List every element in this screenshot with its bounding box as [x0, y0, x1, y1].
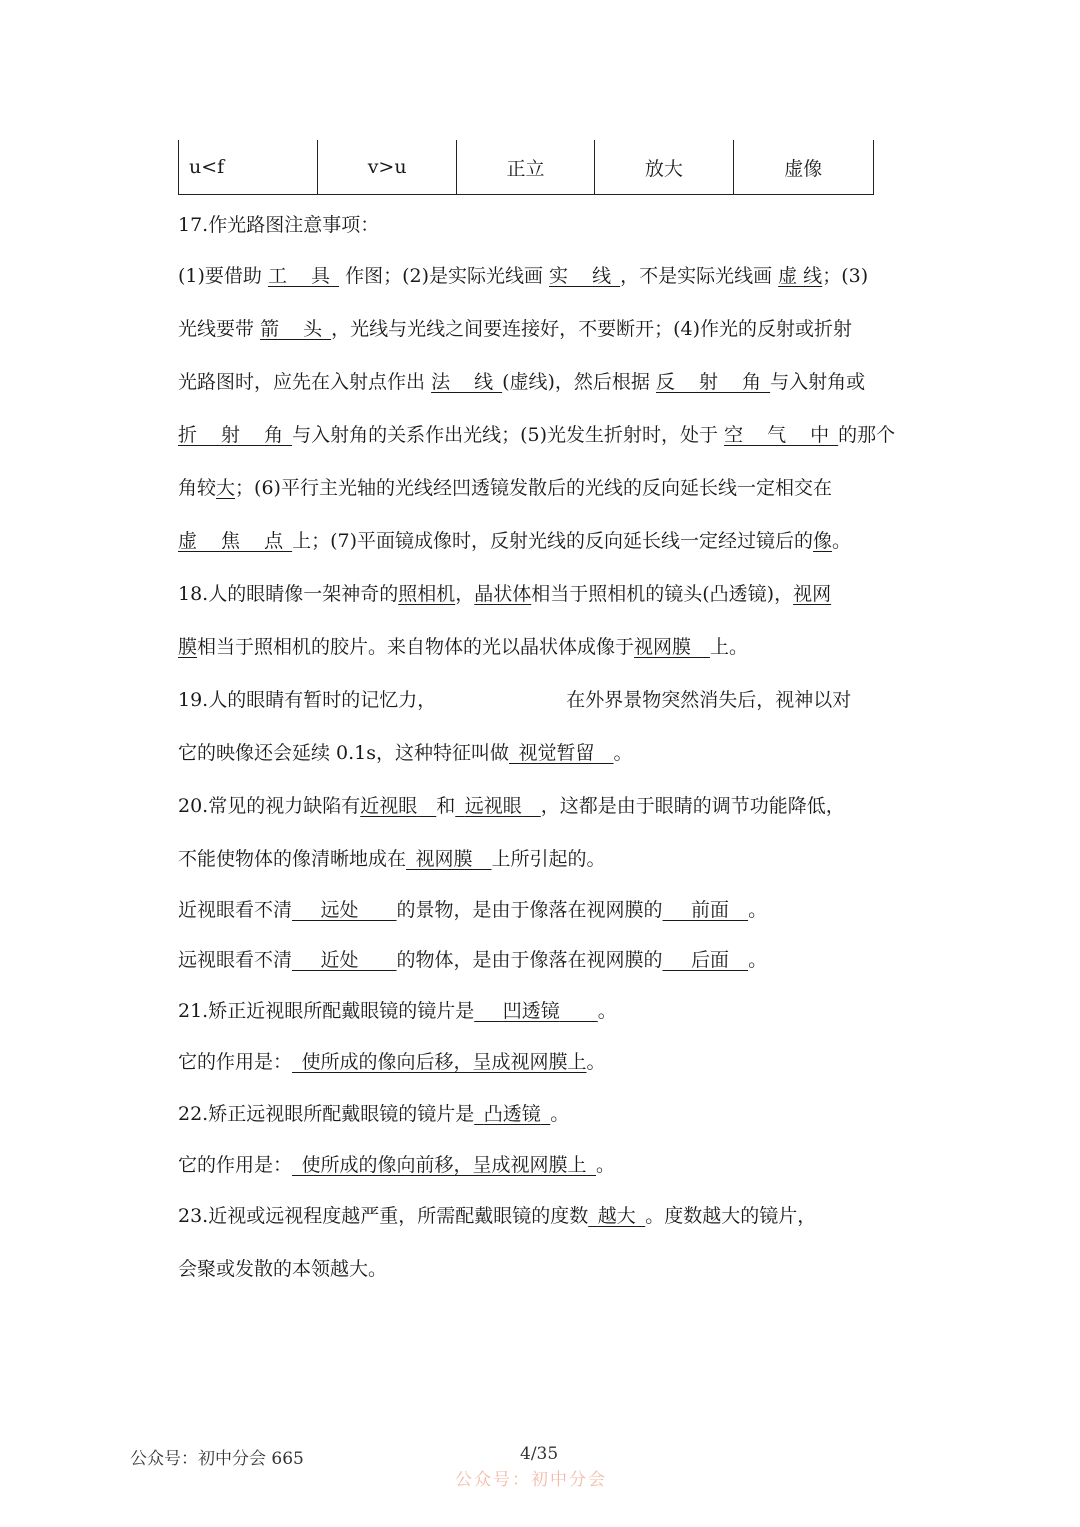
q19-line1: 19.人的眼睛有暂时的记忆力， 在外界景物突然消失后，视神以对 — [178, 689, 852, 711]
q23-line1: 23.近视或远视程度越严重，所需配戴眼镜的度数 越大 。度数越大的镜片， — [178, 1205, 817, 1227]
table-row-lens — [178, 140, 874, 195]
q17-title: 17.作光路图注意事项： — [178, 214, 380, 236]
q22-line2: 它的作用是： 使所成的像向前移，呈成视网膜上 。 — [178, 1154, 616, 1176]
q21-line1: 21.矫正近视眼所配戴眼镜的镜片是 凹透镜 。 — [178, 1000, 617, 1022]
watermark: 公众号：初中分会 — [455, 1470, 607, 1490]
table-cell-image-distance: v>u — [318, 140, 456, 194]
q21-line2: 它的作用是： 使所成的像向后移，呈成视网膜上。 — [178, 1051, 606, 1073]
q17-line3: 光路图时，应先在入射点作出 法 线(虚线)，然后根据 反 射 角与入射角或 — [178, 371, 866, 393]
q17-line2: 光线要带 箭 头，光线与光线之间要连接好，不要断开；(4)作光的反射或折射 — [178, 318, 853, 340]
q17-line4: 折 射 角与入射角的关系作出光线；(5)光发生折射时，处于 空 气 中的那个 — [178, 424, 896, 446]
q18-line1: 18.人的眼睛像一架神奇的照相机，晶状体相当于照相机的镜头(凸透镜)，视网 — [178, 583, 832, 605]
q20-line1: 20.常见的视力缺陷有近视眼 和 远视眼 ，这都是由于眼睛的调节功能降低， — [178, 795, 845, 817]
q17-line5: 角较大；(6)平行主光轴的光线经凹透镜发散后的光线的反向延长线一定相交在 — [178, 477, 832, 499]
q23-line2: 会聚或发散的本领越大。 — [178, 1258, 388, 1280]
table-cell-size: 放大 — [595, 140, 733, 194]
table-cell-object-distance: u<f — [179, 140, 318, 194]
page-number: 4/35 — [520, 1444, 559, 1464]
q19-line2: 它的映像还会延续 0.1s，这种特征叫做 视觉暂留 。 — [178, 742, 633, 764]
q17-line1: (1)要借助 工 具 作图；(2)是实际光线画 实 线，不是实际光线画 虚 线；(3) — [178, 265, 869, 287]
q20-line3: 近视眼看不清 远处 的景物，是由于像落在视网膜的 前面 。 — [178, 899, 768, 921]
q17-line6: 虚 焦 点上；(7)平面镜成像时，反射光线的反向延长线一定经过镜后的像。 — [178, 530, 852, 552]
table-cell-orientation: 正立 — [457, 140, 595, 194]
q20-line4: 远视眼看不清 近处 的物体，是由于像落在视网膜的 后面 。 — [178, 949, 768, 971]
q22-line1: 22.矫正远视眼所配戴眼镜的镜片是 凸透镜 。 — [178, 1103, 570, 1125]
footer-account: 公众号：初中分会 665 — [130, 1449, 304, 1469]
table-cell-image-type: 虚像 — [784, 157, 823, 180]
q20-line2: 不能使物体的像清晰地成在 视网膜 上所引起的。 — [178, 848, 606, 870]
q18-line2: 膜相当于照相机的胶片。来自物体的光以晶状体成像于视网膜 上。 — [178, 636, 749, 658]
